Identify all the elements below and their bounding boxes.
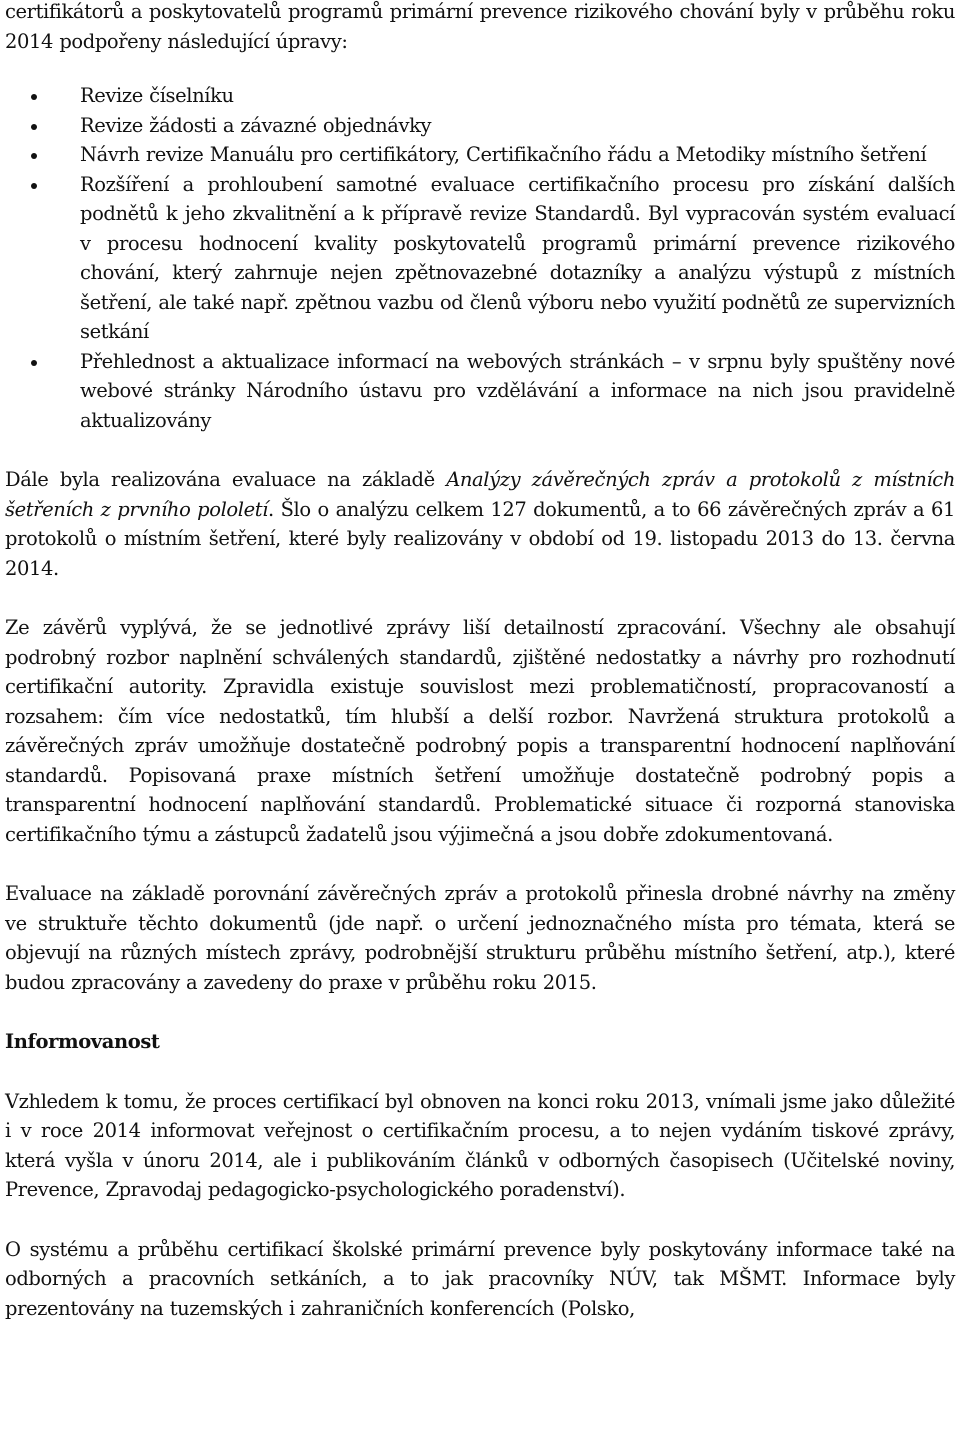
list-item-text: Rozšíření a prohloubení samotné evaluace certifikačního procesu pro získání dalších podnětů k jeho zkvalitnění a k přípravě revize Standardů. Byl vypracován systém evaluací v procesu hodnocení kvality poskytovatelů programů primární prevence rizikového chování, který zahrnuje nejen zpětnovazebné dotazníky a analýzu výstupů z místních šetření, ale také např. zpětnou vazbu od členů výboru nebo využití podnětů ze supervizních setkání (80, 172, 955, 343)
analysis-paragraph (5, 465, 955, 583)
bullet-icon (31, 153, 37, 159)
bullet-icon (31, 360, 37, 366)
document-page (5, 0, 955, 1323)
list-item-text: Přehlednost a aktualizace informací na webových stránkách – v srpnu byly spuštěny nové webové stránky Národního ústavu pro vzdělávání a informace na nich jsou pravidelně aktualizovány (80, 349, 955, 432)
list-item (80, 347, 955, 436)
press-paragraph: Vzhledem k tomu, že proces certifikací byl obnoven na konci roku 2013, vnímali jsme jako důležité i v roce 2014 informovat veřejnost o certifikačním procesu, a to nejen vydáním tiskové zprávy, která vyšla v únoru 2014, ale i publikováním článků v odborných časopisech (Učitelské noviny, Prevence, Zpravodaj pedagogicko-psychologického poradenství). (5, 1089, 955, 1201)
list-item-text: Návrh revize Manuálu pro certifikátory, Certifikačního řádu a Metodiky místního šetření (80, 143, 927, 166)
bullet-icon (31, 183, 37, 189)
list-item (80, 81, 955, 111)
bullet-icon (31, 94, 37, 100)
list-item-text: Revize žádosti a závazné objednávky (80, 113, 432, 137)
improvements-list (5, 81, 955, 435)
conclusion-paragraph: Ze závěrů vyplývá, že se jednotlivé zprávy liší detailností zpracování. Všechny ale obsahují podrobný rozbor naplnění schválených standardů, zjištěné nedostatky a návrhy pro rozhodnutí certifikační autority. Zpravidla existuje souvislost mezi problematičností, propracovaností a rozsahem: čím více nedostatků, tím hlubší a delší rozbor. Navržená struktura protokolů a závěrečných zpráv umožňuje dostatečně podrobný popis a transparentní hodnocení naplňování standardů. Popisovaná praxe místních šetření umožňuje dostatečně podrobný popis a transparentní hodnocení naplňování standardů. Problematické situace či rozporná stanoviska certifikačního týmu a zástupců žadatelů jsou výjimečná a jsou dobře zdokumentovaná. (5, 616, 955, 846)
list-item (80, 170, 955, 347)
bullet-icon (31, 124, 37, 130)
list-item (80, 140, 955, 170)
analysis-text-before: Dále byla realizována evaluace na základě (5, 468, 447, 491)
system-paragraph: O systému a průběhu certifikací školské primární prevence byly poskytovány informace také na odborných a pracovních setkáních, a to jak pracovníky NÚV, tak MŠMT. Informace byly prezentovány na tuzemských i zahraničních konferencích (Polsko, (5, 1237, 955, 1320)
intro-paragraph: certifikátorů a poskytovatelů programů primární prevence rizikového chování byly v průběhu roku 2014 podpořeny následující úpravy: (5, 0, 955, 53)
list-item-text: Revize číselníku (80, 84, 234, 107)
section-heading: Informovanost (5, 1030, 160, 1053)
evaluation-paragraph: Evaluace na základě porovnání závěrečných zpráv a protokolů přinesla drobné návrhy na změny ve struktuře těchto dokumentů (jde např. o určení jednoznačného místa pro témata, která se objevují na různých místech zprávy, podrobnější strukturu průběhu místního šetření, atp.), které budou zpracovány a zavedeny do praxe v průběhu roku 2015. (5, 882, 955, 994)
analysis-text-after: . Šlo o analýzu celkem 127 dokumentů, a to 66 závěrečných zpráv a 61 protokolů o místním šetření, které byly realizovány v období od 19. listopadu 2013 do 13. června 2014. (5, 497, 956, 580)
list-item (80, 111, 955, 141)
analysis-title: Analýzy závěrečných zpráv a protokolů z místních šetřeních z prvního pololetí (5, 468, 955, 521)
